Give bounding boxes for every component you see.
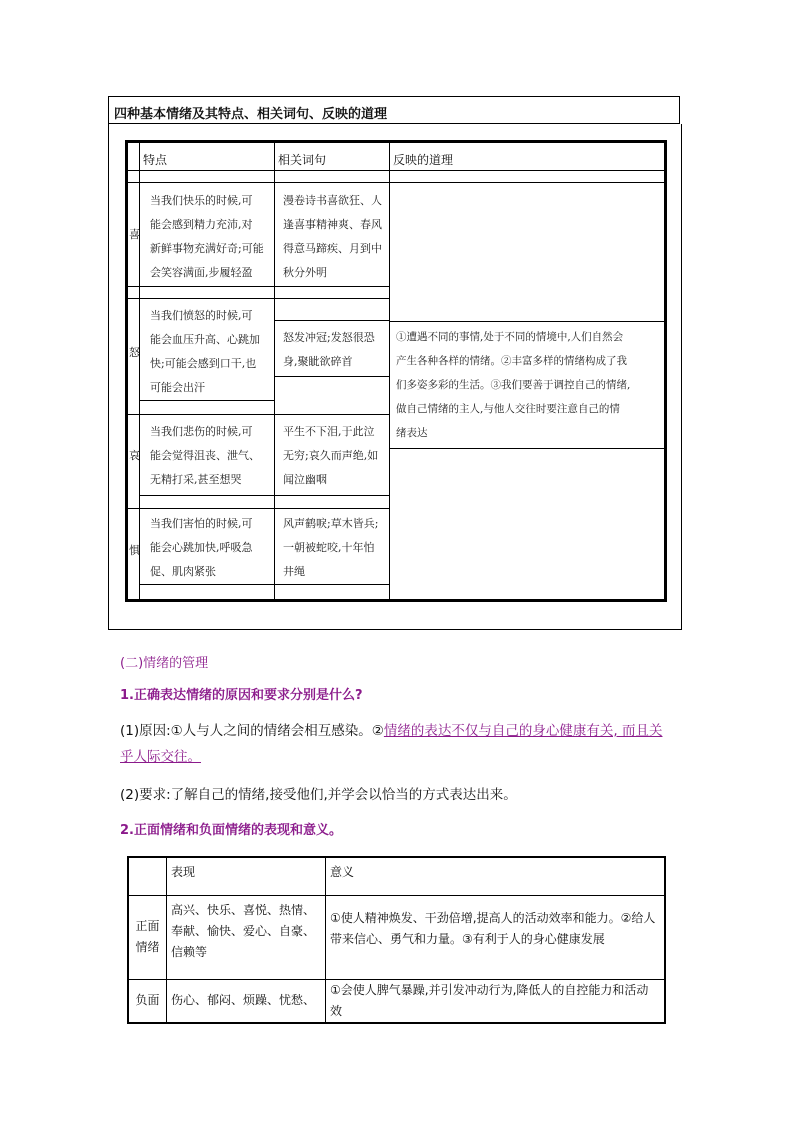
t1-spacer-line xyxy=(128,182,664,183)
t1-row4-feature-line: 当我们害怕的时候,可 xyxy=(150,517,253,530)
t1-row2-feature-line: 快;可能会感到口干,也 xyxy=(150,357,257,370)
t1-row4-feature xyxy=(150,512,253,584)
t2-row2-meaning xyxy=(326,979,666,1023)
q1-reason-prefix: (1)原因:①人与人之间的情绪会相互感染。② xyxy=(120,723,384,739)
t1-row4-feature-line: 促、肌肉紧张 xyxy=(150,565,216,578)
t2-row1-label-line: 情绪 xyxy=(135,940,160,954)
t2-row2-label xyxy=(128,979,167,1023)
t1-row2-phrase-line: 怒发冲冠;发怒很恐 xyxy=(283,331,375,344)
t1-row1-sep-b xyxy=(128,298,390,299)
t1-row2-phrase-bottom xyxy=(274,376,390,377)
t1-row2-phrase-top xyxy=(274,320,390,321)
t1-row2-feature-line: 当我们愤怒的时候,可 xyxy=(150,309,253,322)
t1-principle-line: 做自己情绪的主人,与他人交往时要注意自己的情 xyxy=(396,403,620,415)
t1-row3-phrase-line: 无穷;哀久而声绝,如 xyxy=(283,449,379,462)
t1-row4-feature-line: 能会心跳加快,呼吸急 xyxy=(150,541,253,554)
t2-row2-meaning-line: ①会使人脾气暴躁,并引发冲动行为,降低人的自控能力和活动效 xyxy=(330,982,649,1018)
t1-outer-right xyxy=(681,124,682,604)
t1-row3-feature-line: 无精打采,甚至想哭 xyxy=(150,473,242,486)
t1-emotion-joy: 喜 xyxy=(129,228,140,241)
t2-header-empty xyxy=(128,857,167,895)
t1-row3-phrase-line: 平生不下泪,于此泣 xyxy=(283,425,375,438)
q1-requirement: (2)要求:了解自己的情绪,接受他们,并学会以恰当的方式表达出来。 xyxy=(120,787,517,803)
t1-frame-left xyxy=(125,140,128,602)
t1-principle-line: ①遭遇不同的事情,处于不同的情境中,人们自然会 xyxy=(396,331,624,343)
t1-principle xyxy=(396,325,630,445)
t1-row3-sep-a xyxy=(139,495,390,496)
q1-reason-underlined-1: 情绪的表达不仅与自己的身心健康有关, 而且关 xyxy=(383,723,663,739)
t1-outer-left xyxy=(108,124,109,604)
t2-row1-behavior-line: 奉献、愉快、爱心、自豪、 xyxy=(171,923,316,938)
t1-principle-line: 们多姿多彩的生活。③我们要善于调控自己的情绪, xyxy=(396,379,631,391)
t1-row3-phrase xyxy=(283,420,378,492)
table1-title: 四种基本情绪及其特点、相关词句、反映的道理 xyxy=(114,107,388,122)
t1-row4-phrase-line: 风声鹤唳;草木皆兵; xyxy=(283,517,379,530)
t1-col-div-1 xyxy=(139,140,140,600)
t1-principle-bottom xyxy=(389,448,665,449)
t2-row1-meaning xyxy=(326,895,666,979)
t1-row3-feature-line: 当我们悲伤的时候,可 xyxy=(150,425,253,438)
t1-row1-feature-line: 能会感到精力充沛,对 xyxy=(150,218,253,231)
t1-row2-sep-b xyxy=(128,414,390,415)
table1-bottom-box xyxy=(108,602,682,630)
t1-row1-feature-line: 会笑容满面,步履轻盈 xyxy=(150,266,253,279)
t1-row2-feature xyxy=(150,304,260,400)
t1-row1-phrase-line: 得意马蹄疾、月到中 xyxy=(283,242,382,255)
table2 xyxy=(127,856,666,1024)
t1-row1-sep-a xyxy=(128,286,390,287)
t1-row3-feature xyxy=(150,420,260,492)
t1-row1-feature-line: 新鲜事物充满好奇;可能 xyxy=(150,242,264,255)
section-heading: (二)情绪的管理 xyxy=(120,656,209,671)
t1-row4-phrase-line: 井绳 xyxy=(283,565,305,578)
t1-row1-phrase-line: 逢喜事精神爽、春风 xyxy=(283,218,382,231)
t2-row1-label-line: 正面 xyxy=(135,919,160,933)
t1-row2-feature-line: 可能会出汗 xyxy=(150,381,205,394)
t1-row2-phrase-line: 身,聚眦欲碎首 xyxy=(283,355,353,368)
t1-header-feature: 特点 xyxy=(143,153,168,167)
t2-row1-behavior-line: 信赖等 xyxy=(171,944,208,959)
t2-row1-meaning-line: 带来信心、勇气和力量。③有利于人的身心健康发展 xyxy=(330,931,605,946)
t1-row4-phrase xyxy=(283,512,378,584)
t1-col-div-3 xyxy=(389,140,390,600)
t2-row1-behavior-line: 高兴、快乐、喜悦、热情、 xyxy=(171,902,316,917)
t1-col-div-2 xyxy=(274,140,275,600)
t1-row1-feature xyxy=(150,189,264,285)
t2-row2-behavior xyxy=(167,979,326,1023)
t1-principle-line: 产生各种各样的情绪。②丰富多样的情绪构成了我 xyxy=(396,355,627,367)
t2-header-meaning: 意义 xyxy=(326,857,666,895)
t1-row1-phrase xyxy=(283,189,382,285)
t1-row4-phrase-line: 一朝被蛇咬,十年怕 xyxy=(283,541,375,554)
t2-header-behavior: 表现 xyxy=(167,857,326,895)
q1-reason-underlined-2: 乎人际交往。 xyxy=(120,749,201,765)
t1-row2-feature-line: 能会血压升高、心跳加 xyxy=(150,333,260,346)
t1-emotion-fear: 惧 xyxy=(129,544,140,557)
t1-frame-right xyxy=(664,140,667,602)
t1-header-principle: 反映的道理 xyxy=(393,153,454,167)
t1-row1-phrase-line: 漫卷诗书喜欲狂、人 xyxy=(283,194,382,207)
t1-row2-sep-a xyxy=(139,400,275,401)
t1-header-phrase: 相关词句 xyxy=(278,153,327,167)
t1-header-bottom xyxy=(128,170,664,171)
question-1: 1.正确表达情绪的原因和要求分别是什么? xyxy=(120,688,363,703)
t1-row1-phrase-line: 秋分外明 xyxy=(283,266,327,279)
t2-row1-behavior xyxy=(167,895,326,979)
t1-frame-top xyxy=(125,140,667,143)
t1-principle-top xyxy=(389,321,665,322)
t1-emotion-sorrow: 哀 xyxy=(129,449,140,462)
q1-reason xyxy=(120,718,690,770)
t2-row2-label-line: 负面 xyxy=(135,993,160,1007)
t1-row4-sep-a xyxy=(139,584,390,585)
t1-row2-phrase xyxy=(283,326,375,374)
t1-row3-sep-b xyxy=(128,508,390,509)
t1-row3-feature-line: 能会觉得沮丧、泄气、 xyxy=(150,449,260,462)
question-2: 2.正面情绪和负面情绪的表现和意义。 xyxy=(120,823,342,838)
t2-row2-behavior-line: 伤心、郁闷、烦躁、忧愁、 xyxy=(171,993,316,1007)
t2-row1-label xyxy=(128,895,167,979)
t1-row3-phrase-line: 闻泣幽咽 xyxy=(283,473,327,486)
t1-principle-line: 绪表达 xyxy=(396,427,428,439)
t1-row1-feature-line: 当我们快乐的时候,可 xyxy=(150,194,253,207)
t2-row1-meaning-line: ①使人精神焕发、干劲倍增,提高人的活动效率和能力。②给人 xyxy=(330,910,656,925)
t1-emotion-anger: 怒 xyxy=(129,346,140,359)
